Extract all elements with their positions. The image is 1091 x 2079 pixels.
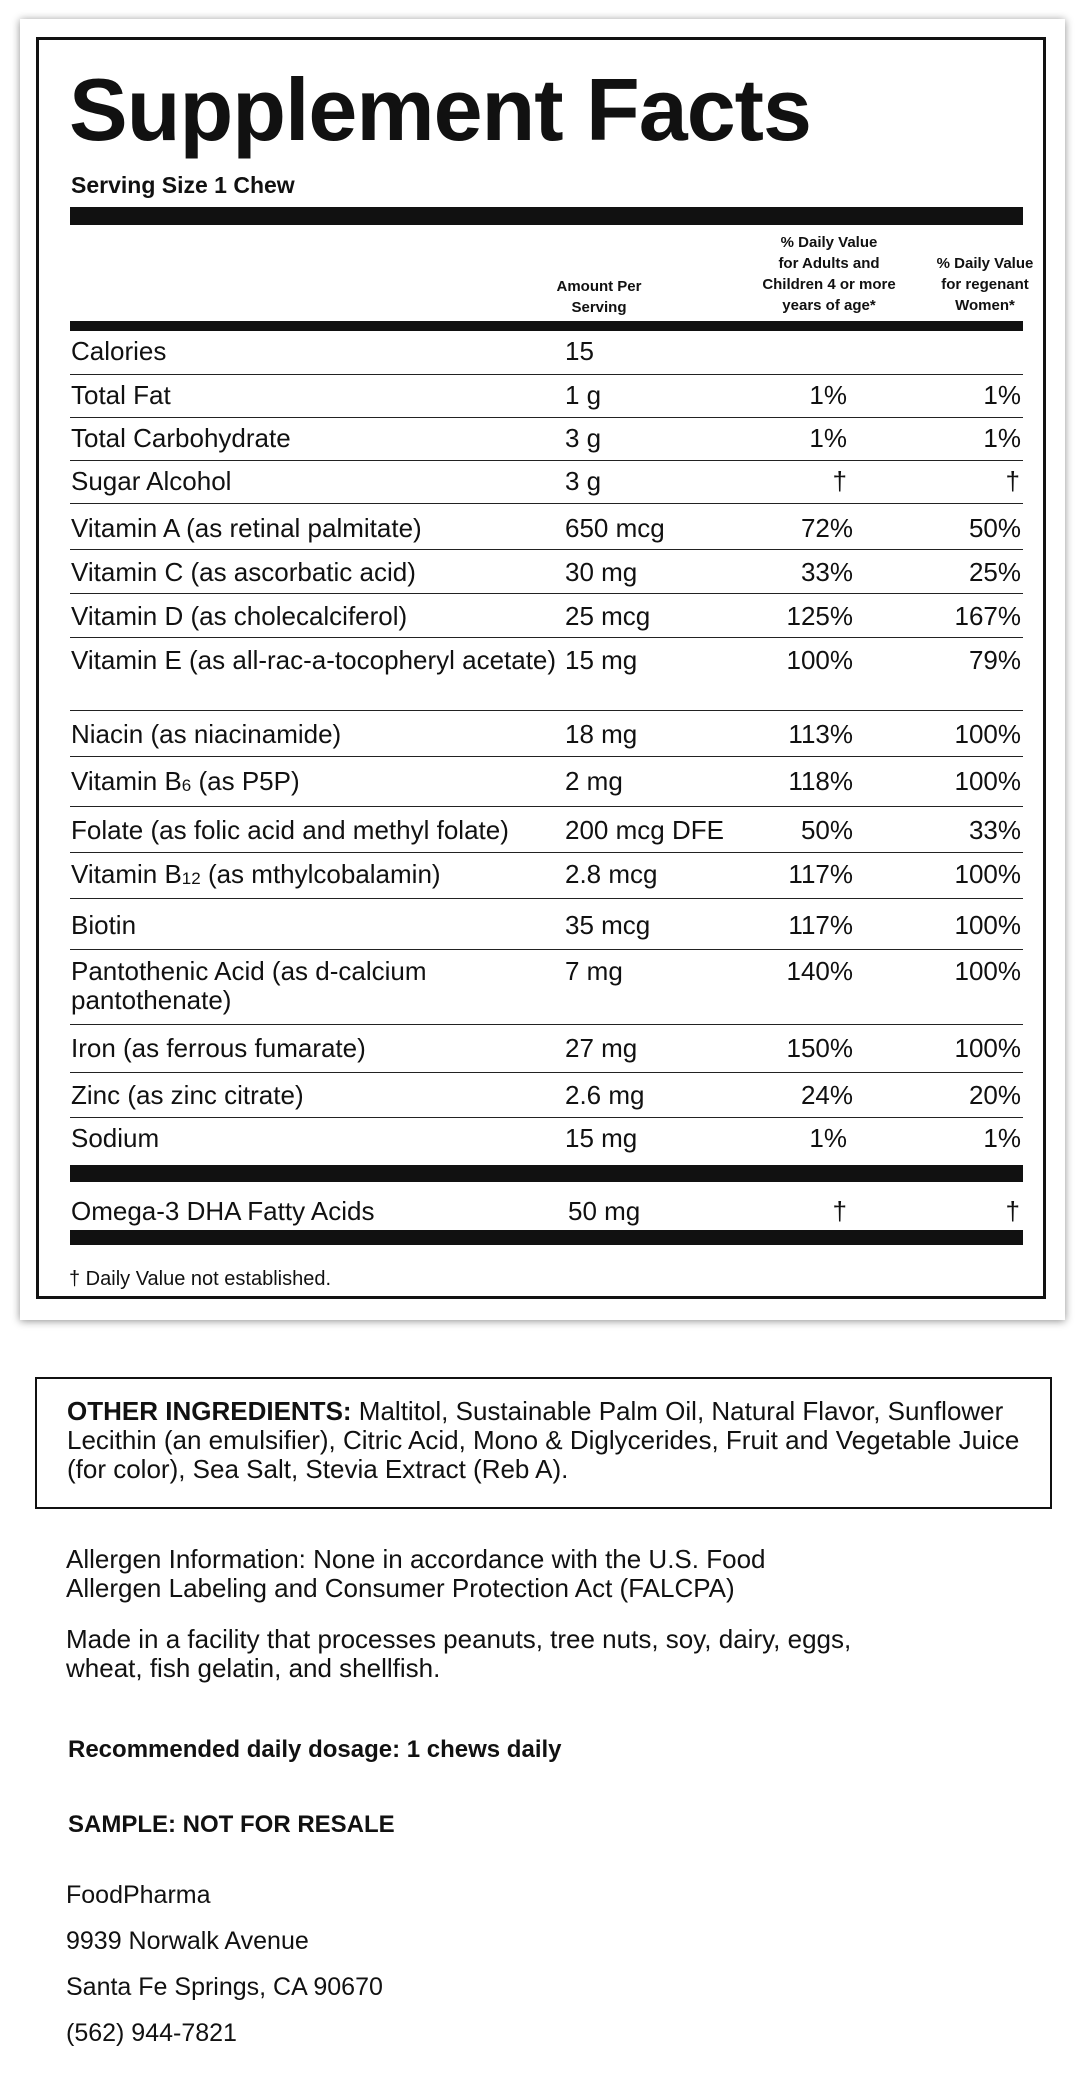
thick-divider-top <box>70 207 1023 225</box>
table-row: Vitamin D (as cholecalciferol) 25 mcg 125% 167% <box>70 593 1023 637</box>
header-dv-pregnant: % Daily Value for regenant Women* <box>936 255 1034 314</box>
nutrient-table <box>70 331 1023 1171</box>
table-row: Pantothenic Acid (as d-calcium pantothenate) 7 mg 140% 100% <box>70 949 1023 1024</box>
allergen-info: Allergen Information: None in accordance with the U.S. Food Allergen Labeling and Consumer Protection Act (FALCPA) <box>66 1544 766 1603</box>
company-city: Santa Fe Springs, CA 90670 <box>66 1973 383 2001</box>
table-row: Vitamin $B_{12}$ (as mthylcobalamin) 2.8 mcg 117% 100% <box>70 852 1023 898</box>
company-name: FoodPharma <box>66 1881 211 1909</box>
other-ingredients-box <box>35 1377 1052 1509</box>
table-row: Calories 15 <box>71 336 594 366</box>
serving-size: Serving Size 1 Chew <box>71 172 295 198</box>
table-row: Zinc (as zinc citrate) 2.6 mg 24% 20% <box>70 1072 1023 1117</box>
table-row: Total Carbohydrate 3 g 1% 1% <box>70 417 1023 460</box>
header-dv-adults: % Daily Value for Adults and Children 4 or more years of age* <box>762 234 896 314</box>
header-amount: Amount Per Serving <box>556 278 642 316</box>
facts-border <box>36 37 1046 1299</box>
thick-divider-bottom <box>70 1230 1023 1245</box>
daily-value-footnote: † Daily Value not established. <box>69 1268 332 1290</box>
ingredients-text: Maltitol, Sustainable Palm Oil, Natural Flavor, Sunflower Lecithin (an emulsifier), Citric Acid, Mono & Diglycerides, Fruit and Vegetable Juice (for color), Sea Salt, Stevia Extract (Reb A). <box>67 1396 1020 1484</box>
table-row: Total Fat 1 g 1% 1% <box>70 374 1023 417</box>
table-row: Omega-3 DHA Fatty Acids 50 mg † † <box>71 1196 1020 1226</box>
table-row: Niacin (as niacinamide) 18 mg 113% 100% <box>70 710 1023 756</box>
table-row: Vitamin $B_6$ (as P5P) 2 mg 118% 100% <box>70 756 1023 806</box>
table-row: Vitamin C (as ascorbatic acid) 30 mg 33% 25% <box>70 549 1023 593</box>
table-row: Iron (as ferrous fumarate) 27 mg 150% 100% <box>70 1024 1023 1072</box>
ingredients-label: OTHER INGREDIENTS: <box>67 1396 352 1426</box>
table-row: Sodium 15 mg 1% 1% <box>70 1117 1023 1161</box>
facility-info: Made in a facility that processes peanuts, tree nuts, soy, dairy, eggs, wheat, fish gelatin, and shellfish. <box>66 1624 852 1683</box>
company-phone: (562) 944-7821 <box>66 2019 237 2047</box>
facts-title: Supplement Facts <box>69 60 811 159</box>
thick-divider-header <box>70 321 1023 331</box>
table-row: Vitamin E (as all-rac-a-tocopheryl acetate) 15 mg 100% 79% <box>70 637 1023 710</box>
table-row: Vitamin A (as retinal palmitate) 650 mcg 72% 50% <box>70 503 1023 549</box>
sample-notice: SAMPLE: NOT FOR RESALE <box>68 1811 395 1838</box>
table-row: Folate (as folic acid and methyl folate) 200 mcg DFE 50% 33% <box>70 806 1023 852</box>
dosage-text: Recommended daily dosage: 1 chews daily <box>68 1736 562 1763</box>
supplement-facts-panel <box>20 19 1065 1320</box>
thick-divider-omega <box>70 1165 1023 1182</box>
table-row: Biotin 35 mcg 117% 100% <box>70 898 1023 949</box>
table-row: Sugar Alcohol 3 g † † <box>70 460 1023 503</box>
company-street: 9939 Norwalk Avenue <box>66 1927 309 1955</box>
